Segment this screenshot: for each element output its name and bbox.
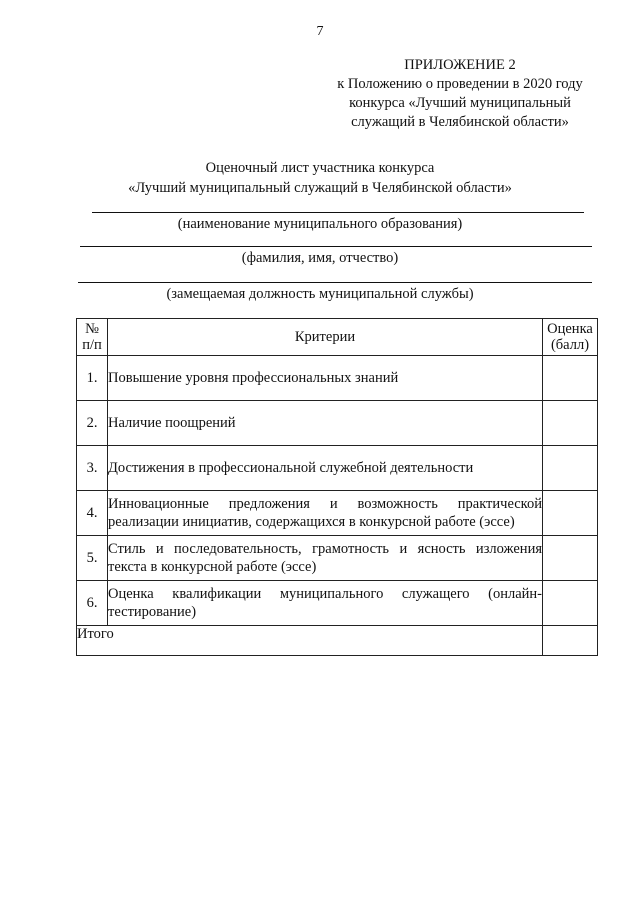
appendix-line: к Положению о проведении в 2020 году: [337, 76, 583, 92]
row-number: 4.: [77, 491, 108, 536]
total-score-cell[interactable]: [543, 626, 598, 656]
table-row: [77, 401, 598, 446]
appendix-heading: ПРИЛОЖЕНИЕ 2: [404, 57, 516, 73]
form-title-line: «Лучший муниципальный служащий в Челябинской области»: [128, 180, 512, 196]
score-cell[interactable]: [543, 491, 598, 536]
score-header-line: Оценка: [547, 321, 593, 337]
row-number: 1.: [77, 356, 108, 401]
total-row: [77, 626, 598, 656]
criterion-text: Инновационные предложения и возможность практической реализации инициатив, содержащихся в конкурсной работе (эссе): [108, 491, 543, 536]
table-row: [77, 536, 598, 581]
name-fill-line[interactable]: [80, 246, 592, 247]
table-row: [77, 581, 598, 626]
num-header-line: №: [85, 321, 99, 337]
form-title: [0, 158, 640, 198]
score-header: [543, 319, 598, 356]
appendix-line: служащий в Челябинской области»: [351, 114, 569, 130]
form-title-line: Оценочный лист участника конкурса: [205, 160, 435, 176]
municipality-fill-line[interactable]: [92, 212, 584, 213]
position-fill-line[interactable]: [78, 282, 592, 283]
page-number: 7: [316, 24, 324, 39]
row-number: 6.: [77, 581, 108, 626]
appendix-block: [310, 56, 610, 132]
criterion-text: Оценка квалификации муниципального служащего (онлайн-тестирование): [108, 581, 543, 626]
row-number: 3.: [77, 446, 108, 491]
row-number: 5.: [77, 536, 108, 581]
score-cell[interactable]: [543, 446, 598, 491]
criterion-text: Достижения в профессиональной служебной деятельности: [108, 446, 543, 491]
table-header-row: [77, 319, 598, 356]
criteria-header: Критерии: [108, 319, 543, 356]
municipality-caption: (наименование муниципального образования): [177, 216, 463, 232]
criterion-text: Наличие поощрений: [108, 401, 543, 446]
score-cell[interactable]: [543, 356, 598, 401]
score-cell[interactable]: [543, 401, 598, 446]
row-number: 2.: [77, 401, 108, 446]
criterion-text: Стиль и последовательность, грамотность и ясность изложения текста в конкурсной работе (эссе): [108, 536, 543, 581]
table-row: [77, 356, 598, 401]
position-caption: (замещаемая должность муниципальной службы): [166, 286, 474, 302]
num-header-line: п/п: [82, 337, 102, 353]
appendix-line: конкурса «Лучший муниципальный: [349, 95, 571, 111]
criteria-table: [76, 318, 598, 656]
table-row: [77, 491, 598, 536]
score-cell[interactable]: [543, 581, 598, 626]
score-header-line: (балл): [550, 337, 590, 353]
total-label: Итого: [77, 626, 543, 656]
table-row: [77, 446, 598, 491]
name-caption: (фамилия, имя, отчество): [241, 250, 399, 266]
score-cell[interactable]: [543, 536, 598, 581]
criterion-text: Повышение уровня профессиональных знаний: [108, 356, 543, 401]
num-header: [77, 319, 108, 356]
